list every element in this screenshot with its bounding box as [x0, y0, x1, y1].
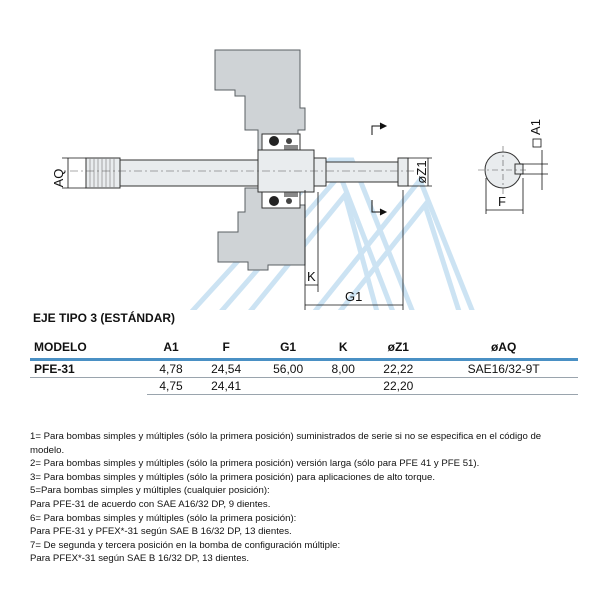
footnote: 1= Para bombas simples y múltiples (sólo la primera posición) suministrados de serie si no se especifica en el código de modelo.: [30, 431, 542, 456]
footnote: 7= De segunda y tercera posición en la bomba de configuración múltiple:: [30, 539, 341, 551]
footnotes: [30, 430, 575, 566]
aq-label: AQ: [51, 168, 66, 188]
cell-f: 24,54: [195, 360, 257, 378]
header-g1: G1: [257, 336, 319, 360]
header-a1: A1: [147, 336, 195, 360]
cell-z1: 22,22: [367, 360, 429, 378]
cell-aq: SAE16/32-9T: [429, 360, 578, 378]
header-k: K: [319, 336, 367, 360]
footnote: Para PFE-31 y PFEX*-31 según SAE B 16/32 DP, 13 dientes.: [30, 526, 292, 538]
cell-z1: 22,20: [367, 378, 429, 395]
footnote: 2= Para bombas simples y múltiples (sólo la primera posición) versión larga (sólo para PFE 41 y PFE 51).: [30, 458, 480, 470]
footnote: Para PFEX*-31 según SAE B 16/32 DP, 13 dientes.: [30, 553, 250, 565]
cell-k: [319, 378, 367, 395]
section-marker-top: [372, 123, 386, 135]
bearing-top: [262, 134, 300, 152]
shaft-section-view: [478, 146, 528, 194]
cell-f: 24,41: [195, 378, 257, 395]
g1-label: G1: [345, 289, 363, 304]
cell-a1: 4,78: [147, 360, 195, 378]
cell-aq: [429, 378, 578, 395]
cell-model: PFE-31: [30, 360, 147, 378]
cell-a1: 4,75: [147, 378, 195, 395]
table-header-row: [30, 336, 578, 360]
header-aq: øAQ: [429, 336, 578, 360]
table-row: [30, 378, 578, 395]
table-row: [30, 360, 578, 378]
footnote: 3= Para bombas simples y múltiples (sólo la primera posición) para aplicaciones de alto torque.: [30, 471, 436, 483]
footnote: Para PFE-31 de acuerdo con SAE A16/32 DP, 9 dientes.: [30, 498, 271, 510]
footnote: 5=Para bombas simples y múltiples (cualquier posición):: [30, 485, 270, 497]
bearing-bottom: [262, 190, 300, 208]
z1-label: øZ1: [414, 160, 429, 184]
spec-table: [30, 336, 578, 395]
cell-model: [30, 378, 147, 395]
k-label: K: [307, 269, 316, 284]
header-model: MODELO: [30, 336, 147, 360]
a1-square-symbol: [533, 139, 541, 147]
footnote: 6= Para bombas simples y múltiples (sólo la primera posición):: [30, 512, 297, 524]
cell-g1: 56,00: [257, 360, 319, 378]
section-title: EJE TIPO 3 (ESTÁNDAR): [33, 311, 176, 325]
a1-label: A1: [528, 119, 543, 135]
f-label: F: [498, 194, 506, 209]
cell-g1: [257, 378, 319, 395]
cell-k: 8,00: [319, 360, 367, 378]
header-z1: øZ1: [367, 336, 429, 360]
header-f: F: [195, 336, 257, 360]
